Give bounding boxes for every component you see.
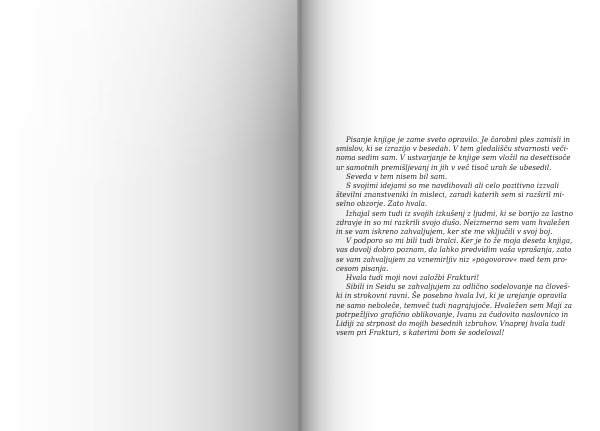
text-line: V podporo so mi bili tudi bralci. Ker je to že moja deseta knjiga, [346,237,573,246]
paragraph-6 [336,274,576,283]
text-line: Hvala tudi moji novi založbi Frakturi! [346,274,480,283]
paragraph-2 [336,173,576,182]
text-line: vsem pri Frakturi, s katerimi bom še sodeloval! [336,329,505,338]
paragraph-7 [336,283,576,338]
text-line: cesom pisanja. [336,264,389,273]
text-line: noma sedim sam. V ustvarjanje te knjige sem vložil na desettisoče [336,154,571,163]
paragraph-4 [336,210,576,238]
text-line: številni znanstveniki in misleci, zaradi katerih sem si razširil mi- [336,191,565,200]
text-line: selno obzorje. Zato hvala. [336,200,428,209]
text-line: S svojimi idejami so me navdihovali ali celo pozitivno izzvali [346,182,559,191]
text-line: smislov, ki se izrazijo v besedah. V tem gledališču stvarnosti veči- [336,145,569,154]
book-gutter [297,0,303,431]
text-line: ki in strokovni ravni. Še posebno hvala Ivi, ki je urejanje opravila [336,292,567,301]
text-line: ur samotnih premišljevanj in jih v več tisoč urah še ubesedil. [336,163,552,172]
text-line: ne samo neboleče, temveč tudi nagrajujoče. Hvaležen sem Maji za [336,301,572,310]
text-line: vas dovolj dobro poznam, da lahko predvidim vaša vprašanja, zato [336,246,572,255]
text-line: Pisanje knjige je zame sveto opravilo. Je čarobni ples zamisli in [346,136,571,144]
text-line: in se vam iskreno zahvaljujem, ker ste me vključili v svoj boj. [336,228,553,237]
acknowledgements-text [336,136,576,338]
paragraph-5 [336,237,576,274]
text-line: se vam zahvaljujem za vznemirljiv niz »pogovorov« med tem pro- [336,255,568,264]
text-line: potrpežljivo grafično oblikovanje, Ivanu za čudovito naslovnico in [336,310,569,319]
text-line: Lidiji za strpnost do mojih besednih izbruhov. Vnaprej hvala tudi [336,320,566,329]
text-line: Seveda v tem nisem bil sam. [346,172,448,181]
text-line: Sibili in Seidu se zahvaljujem za odlično sodelovanje na človeš- [346,283,570,292]
text-line: zdravje in so mi razkrili svojo dušo. Neizmerno sem vam hvaležen [336,218,570,227]
paragraph-1 [336,136,576,173]
paragraph-3 [336,182,576,210]
text-line: Izhajal sem tudi iz svojih izkušenj z ljudmi, ki se borijo za lastno [346,209,573,218]
